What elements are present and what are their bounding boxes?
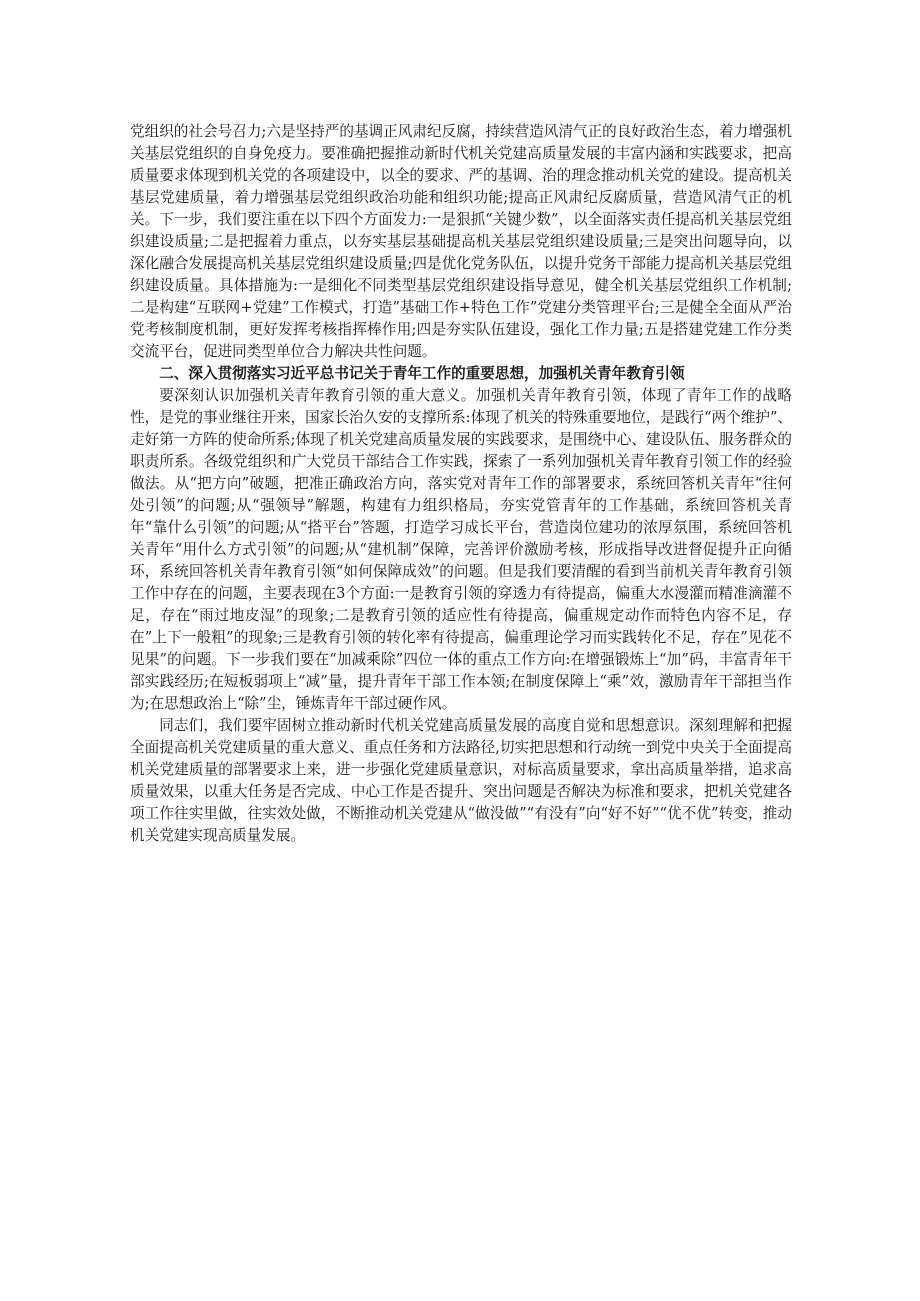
document-page	[130, 121, 792, 847]
body-paragraph-1: 党组织的社会号召力;六是坚持严的基调正风肃纪反腐，持续营造风清气正的良好政治生态，着力增强机关基层党组织的自身免疫力。要准确把握推动新时代机关党建高质量发展的丰富内涵和实践要求，把高质量要求体现到机关党的各项建设中，以全的要求、严的基调、治的理念推动机关党的建设。提高机关基层党建质量，着力增强基层党组织政治功能和组织功能;提高正风肃纪反腐质量，营造风清气正的机关。下一步，我们要注重在以下四个方面发力:一是狠抓“关键少数”，以全面落实责任提高机关基层党组织建设质量;二是把握着力重点，以夯实基层基础提高机关基层党组织建设质量;三是突出问题导向，以深化融合发展提高机关基层党组织建设质量;四是优化党务队伍，以提升党务干部能力提高机关基层党组织建设质量。具体措施为:一是细化不同类型基层党组织建设指导意见，健全机关基层党组织工作机制;二是构建“互联网+党建”工作模式，打造”基础工作+特色工作”党建分类管理平台;三是健全全面从严治党考核制度机制，更好发挥考核指挥棒作用;四是夯实队伍建设，强化工作力量;五是搭建党建工作分类交流平台，促进同类型单位合力解决共性问题。	[130, 123, 792, 360]
body-paragraph-3: 同志们，我们要牢固树立推动新时代机关党建高质量发展的高度自觉和思想意识。深刻理解和把握全面提高机关党建质量的重大意义、重点任务和方法路径,切实把思想和行动统一到党中央关于全面提高机关党建质量的部署要求上来，进一步强化党建质量意识，对标高质量要求，拿出高质量举措，追求高质量效果，以重大任务是否完成、中心工作是否提升、突出问题是否解决为标准和要求，把机关党建各项工作往实里做，往实效处做，不断推动机关党建从“做没做”“有没有”向“好不好”“优不优”转变，推动机关党建实现高质量发展。	[130, 717, 792, 844]
section-heading: 二、深入贯彻落实习近平总书记关于青年工作的重要思想，加强机关青年教育引领	[159, 365, 685, 382]
body-paragraph-2: 要深刻认识加强机关青年教育引领的重大意义。加强机关青年教育引领，体现了青年工作的战略性，是党的事业继往开来，国家长治久安的支撑所系:体现了机关的特殊重要地位，是践行“两个维护”、走好第一方阵的使命所系;体现了机关党建高质量发展的实践要求，是围绕中心、建设队伍、服务群众的职责所系。各级党组织和广大党员干部结合工作实践，探索了一系列加强机关青年教育引领工作的经验做法。从“把方向”破题，把准正确政治方向，落实党对青年工作的部署要求，系统回答机关青年“往何处引领”的问题;从“强领导”解题，构建有力组织格局，夯实党管青年的工作基础，系统回答机关青年“靠什么引领”的问题;从“搭平台”答题，打造学习成长平台，营造岗位建功的浓厚氛围，系统回答机关青年“用什么方式引领”的问题;从“建机制”保障，完善评价激励考核，形成指导改进督促提升正向循环，系统回答机关青年教育引领“如何保障成效”的问题。但是我们要清醒的看到当前机关青年教育引领工作中存在的问题，主要表现在3个方面:一是教育引领的穿透力有待提高，偏重大水漫灌而精准滴灌不足，存在“雨过地皮湿”的现象;二是教育引领的适应性有待提高，偏重规定动作而特色内容不足，存在”上下一般粗”的现象;三是教育引领的转化率有待提高，偏重理论学习而实践转化不足，存在”见花不见果”的问题。下一步我们要在“加减乘除”四位一体的重点工作方向:在增强锻炼上“加”码，丰富青年干部实践经历;在短板弱项上“减”量，提升青年干部工作本领;在制度保障上“乘”效，激励青年干部担当作为;在思想政治上“除”尘，锤炼青年干部过硬作风。	[130, 387, 792, 712]
